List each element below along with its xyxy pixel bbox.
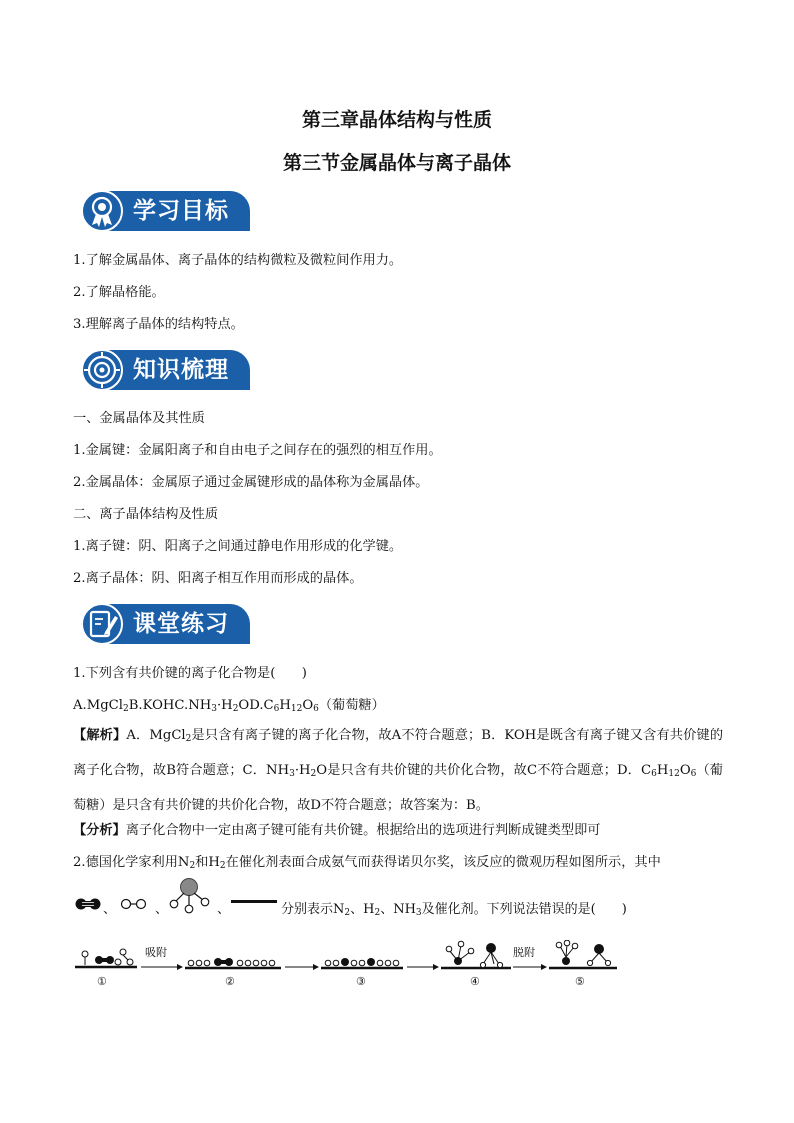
h2-molecule-icon xyxy=(119,888,153,918)
legend-separator: 、 xyxy=(217,902,231,917)
banner-label: 课堂练习 xyxy=(133,611,229,637)
stage-4 xyxy=(441,941,511,968)
banner-learning-goals xyxy=(80,189,252,233)
stage-label-2: ② xyxy=(225,975,235,988)
knowledge-line-3: 2.金属晶体：金属原子通过金属键形成的晶体称为金属晶体。 xyxy=(73,475,429,490)
goal-3: 3.理解离子晶体的结构特点。 xyxy=(73,317,244,332)
stage-label-3: ③ xyxy=(356,975,366,988)
banner-label: 学习目标 xyxy=(133,198,229,224)
q1-analysis: 【解析】A．MgCl$_2$是只含有离子键的离子化合物，故A不符合题意；B．KOH是既含有离子键又含有共价键的离子化合物，故B符合题意；C．$NH_3\cdot H_2O$是只含有共价键的共价化合物，故C不符合题意；D．$C_6H_{12}O_6$（葡萄糖）是只含有共价键的共价化合物，故D不符合题意；故答案为：B。 xyxy=(73,728,724,813)
knowledge-line-6: 2.离子晶体：阴、阳离子相互作用而形成的晶体。 xyxy=(73,571,363,586)
knowledge-line-4: 二、离子晶体结构及性质 xyxy=(73,507,219,522)
stage-label-5: ⑤ xyxy=(575,975,585,988)
analysis-label: 【解析】 xyxy=(73,728,127,743)
stage-5 xyxy=(549,940,617,968)
award-ribbon-icon xyxy=(80,189,124,233)
banner-label: 知识梳理 xyxy=(133,357,229,383)
stage-2 xyxy=(185,958,281,968)
q1-fenxi: 【分析】离子化合物中一定由离子键可能有共价键。根据给出的选项进行判断成键类型即可 xyxy=(73,823,601,838)
stage-3 xyxy=(321,958,403,968)
notepad-pencil-icon xyxy=(80,602,124,646)
chapter-title: 第三章晶体结构与性质 xyxy=(301,109,492,131)
target-icon xyxy=(80,348,124,392)
fenxi-label: 【分析】 xyxy=(73,823,126,838)
q2-legend-row xyxy=(73,880,733,920)
desorption-label: 脱附 xyxy=(513,946,535,959)
banner-practice xyxy=(80,602,252,646)
legend-separator: 、 xyxy=(103,902,117,917)
stage-1 xyxy=(75,949,137,967)
stage-label-1: ① xyxy=(97,975,107,988)
adsorption-label: 吸附 xyxy=(145,946,167,959)
goal-2: 2.了解晶格能。 xyxy=(73,285,165,300)
knowledge-line-1: 一、金属晶体及其性质 xyxy=(73,411,205,426)
q1-stem: 1.下列含有共价键的离子化合物是( ) xyxy=(73,666,307,681)
q1-options: $A.MgCl_2B.KOHC.NH_3\cdot H_2OD.C_6H_{12}O_6$（葡萄糖） xyxy=(73,698,385,714)
nh3-molecule-icon xyxy=(169,876,215,916)
stage-label-4: ④ xyxy=(470,975,480,988)
knowledge-line-2: 1.金属键：金属阳离子和自由电子之间存在的强烈的相互作用。 xyxy=(73,443,442,458)
reaction-process-diagram xyxy=(73,940,633,990)
section-title: 第三节金属晶体与离子晶体 xyxy=(282,152,511,174)
catalyst-surface-icon xyxy=(229,886,281,916)
q2-stem: 2.德国化学家利用$N_2$和$H_2$在催化剂表面合成氨气而获得诺贝尔奖，该反应的微观历程如图所示，其中 xyxy=(73,855,661,871)
goal-1: 1.了解金属晶体、离子晶体的结构微粒及微粒间作用力。 xyxy=(73,253,403,268)
banner-knowledge xyxy=(80,348,252,392)
knowledge-line-5: 1.离子键：阴、阳离子之间通过静电作用形成的化学键。 xyxy=(73,539,403,554)
q2-legend-text: 分别表示$N_2$、$H_2$、$NH_3$及催化剂。下列说法错误的是( ) xyxy=(281,902,627,918)
legend-separator: 、 xyxy=(155,902,169,917)
